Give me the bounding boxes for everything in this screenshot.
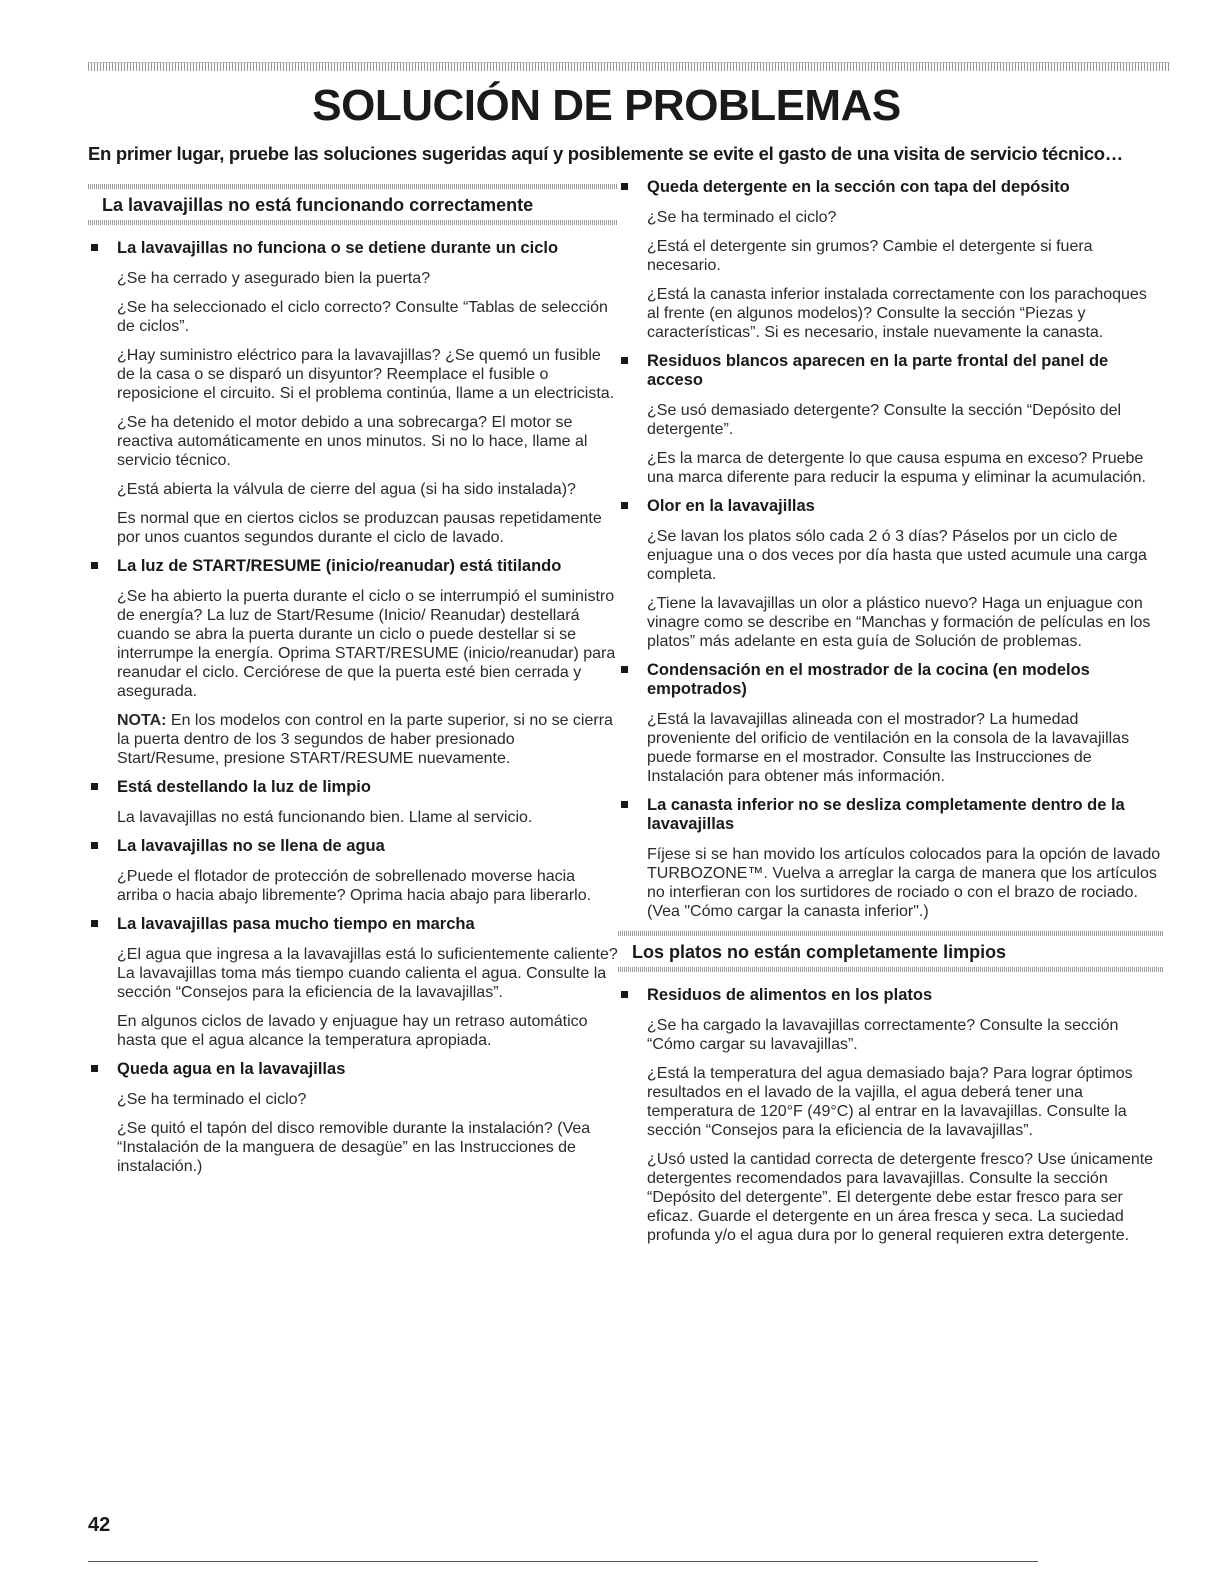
issue-paragraph: ¿Es la marca de detergente lo que causa espuma en exceso? Pruebe una marca diferente para reducir la espuma y eliminar la acumulación. [647,450,1146,486]
issue-paragraph: ¿Está la temperatura del agua demasiado baja? Para lograr óptimos resultados en el lavado de la vajilla, el agua deberá tener una temperatura de 120°F (49°C) al entrar en la lavavajillas. Consulte la sección “Consejos para la eficiencia de la lavavajillas”. [647,1065,1133,1139]
bullet-icon [621,801,628,808]
issue-paragraph: ¿El agua que ingresa a la lavavajillas está lo suficientemente caliente? La lavavajillas toma más tiempo cuando calienta el agua. Consulte la sección “Consejos para la eficiencia de la lavavajillas”. [117,946,618,1001]
issue-title-text: La lavavajillas no funciona o se detiene durante un ciclo [117,239,559,257]
issue-title [618,661,1163,699]
page-number: 42 [88,1514,111,1536]
left-column [88,184,618,1186]
section-header-title: La lavavajillas no está funcionando correctamente [102,195,534,215]
issue-item [88,778,618,827]
issue-paragraph: ¿Puede el flotador de protección de sobrellenado moverse hacia arriba o hacia abajo libremente? Oprima hacia abajo para liberarlo. [117,868,592,904]
issue-title-text: Queda agua en la lavavajillas [117,1060,346,1078]
section-header [88,184,618,225]
issue-paragraph: ¿Está la canasta inferior instalada correctamente con los parachoques al frente (en algunos modelos)? Consulte la sección “Piezas y características”. Si es necesario, instale nuevamente la canasta. [647,286,1147,341]
issue-item [618,661,1163,786]
issue-title [618,986,1163,1005]
issue-paragraph: ¿Tiene la lavavajillas un olor a plástico nuevo? Haga un enjuague con vinagre como se describe en “Manchas y formación de películas en los platos” más adelante en esta guía de Solución de problemas. [647,595,1151,650]
page-title: SOLUCIÓN DE PROBLEMAS [312,81,901,130]
issue-item [88,837,618,905]
section-header-rule [88,220,618,225]
issue-paragraph: ¿Se quitó el tapón del disco removible durante la instalación? (Vea “Instalación de la manguera de desagüe” en las Instrucciones de instalación.) [117,1120,591,1175]
issue-paragraph: ¿Está abierta la válvula de cierre del agua (si ha sido instalada)? [117,481,576,498]
bullet-icon [91,562,98,569]
issue-item [618,497,1163,651]
bullet-icon [91,842,98,849]
bullet-icon [621,183,628,190]
issue-title-text: Queda detergente en la sección con tapa del depósito [647,178,1070,196]
bullet-icon [621,666,628,673]
issue-title [618,352,1163,390]
issue-item [618,796,1163,921]
issue-paragraph: ¿Se ha cargado la lavavajillas correctamente? Consulte la sección “Cómo cargar su lavavajillas”. [647,1017,1119,1053]
issue-item [88,915,618,1050]
issue-title [618,497,1163,516]
issue-paragraph: ¿Se ha cerrado y asegurado bien la puerta? [117,270,431,287]
bullet-icon [91,244,98,251]
bullet-icon [91,783,98,790]
issue-paragraph: ¿Está la lavavajillas alineada con el mostrador? La humedad proveniente del orificio de ventilación en la consola de la lavavajillas puede formarse en el mostrador. Consulte las Instrucciones de Instalación para obtener más información. [647,711,1130,785]
issue-paragraph: ¿Se ha seleccionado el ciclo correcto? Consulte “Tablas de selección de ciclos”. [117,299,608,335]
issue-title [88,837,618,856]
issue-paragraph: ¿Se ha abierto la puerta durante el ciclo o se interrumpió el suministro de energía? La luz de Start/Resume (Inicio/ Reanudar) destellará cuando se abra la puerta durante un ciclo o puede destellar si se interrumpe la energía. Oprima START/RESUME (inicio/reanudar) para reanudar el ciclo. Cerciórese de que la puerta esté bien cerrada y asegurada. [117,588,616,700]
issue-title [88,1060,618,1079]
issue-paragraph: ¿Usó usted la cantidad correcta de detergente fresco? Use únicamente detergentes recomendados para lavavajillas. Consulte la sección “Depósito del detergente”. El detergente debe estar fresco para ser eficaz. Guarde el detergente en un área fresca y seca. La suciedad profunda y/o el agua dura por lo general requieren extra detergente. [647,1151,1154,1244]
issue-paragraph: ¿Se ha terminado el ciclo? [117,1091,307,1108]
issue-paragraph: ¿Hay suministro eléctrico para la lavavajillas? ¿Se quemó un fusible de la casa o se disparó un disyuntor? Reemplace el fusible o reposicione el circuito. Si el problema continúa, llame a un electricista. [117,347,615,402]
page-subtitle: En primer lugar, pruebe las soluciones sugeridas aquí y posiblemente se evite el gasto de una visita de servicio técnico… [88,143,1124,164]
issue-paragraph: La lavavajillas no está funcionando bien. Llame al servicio. [117,809,533,826]
issue-paragraph: ¿Se lavan los platos sólo cada 2 ó 3 días? Páselos por un ciclo de enjuague una o dos veces por día hasta que usted acumule una carga completa. [647,528,1147,583]
issue-title [88,239,618,258]
issue-title-text: Está destellando la luz de limpio [117,778,371,796]
issue-title-text: La lavavajillas no se llena de agua [117,837,385,855]
issue-paragraph: ¿Se ha detenido el motor debido a una sobrecarga? El motor se reactiva automáticamente en unos minutos. Si no lo hace, llame al servicio técnico. [117,414,588,469]
bullet-icon [621,502,628,509]
issue-item [88,557,618,768]
issue-paragraph: ¿Se ha terminado el ciclo? [647,209,837,226]
bullet-icon [91,1065,98,1072]
bullet-icon [621,991,628,998]
issue-paragraph: ¿Está el detergente sin grumos? Cambie el detergente si fuera necesario. [647,238,1093,274]
issue-title [88,778,618,797]
issue-item [618,352,1163,487]
issue-paragraph: ¿Se usó demasiado detergente? Consulte la sección “Depósito del detergente”. [647,402,1122,438]
bullet-icon [621,357,628,364]
note-paragraph [88,711,618,768]
issue-title [88,557,618,576]
issue-title [618,178,1163,197]
bullet-icon [91,920,98,927]
issue-title [618,796,1163,834]
bottom-rule [88,1561,1038,1562]
issue-title [88,915,618,934]
issue-title-text: La lavavajillas pasa mucho tiempo en marcha [117,915,475,933]
right-column [618,178,1163,1255]
issue-item [88,1060,618,1176]
section-header-rule [618,967,1163,972]
issue-item [88,239,618,547]
issue-item [618,986,1163,1245]
section-header [618,931,1163,972]
section-header-title: Los platos no están completamente limpios [632,942,1007,962]
issue-title-text: La luz de START/RESUME (inicio/reanudar) está titilando [117,557,562,575]
issue-title-text: La canasta inferior no se desliza completamente dentro de la lavavajillas [647,796,1125,833]
issue-paragraph: En algunos ciclos de lavado y enjuague hay un retraso automático hasta que el agua alcance la temperatura apropiada. [117,1013,588,1049]
issue-title-text: Residuos blancos aparecen en la parte frontal del panel de acceso [647,352,1109,389]
issue-title-text: Olor en la lavavajillas [647,497,815,515]
note-text: En los modelos con control en la parte superior, si no se cierra la puerta dentro de los 3 segundos de haber presionado Start/Resume, presione START/RESUME nuevamente. [117,712,613,767]
issue-title-text: Condensación en el mostrador de la cocina (en modelos empotrados) [647,661,1090,698]
top-decorative-rule [88,62,1170,71]
issue-paragraph: Fíjese si se han movido los artículos colocados para la opción de lavado TURBOZONE™. Vuelva a arreglar la carga de manera que los artículos no interfieran con los surtidores de rociado o con el brazo de rociado. (Vea "Cómo cargar la canasta inferior".) [647,846,1161,920]
note-label: NOTA: [117,712,167,729]
issue-paragraph: Es normal que en ciertos ciclos se produzcan pausas repetidamente por unos cuantos segundos durante el ciclo de lavado. [117,510,602,546]
issue-title-text: Residuos de alimentos en los platos [647,986,933,1004]
issue-item [618,178,1163,342]
